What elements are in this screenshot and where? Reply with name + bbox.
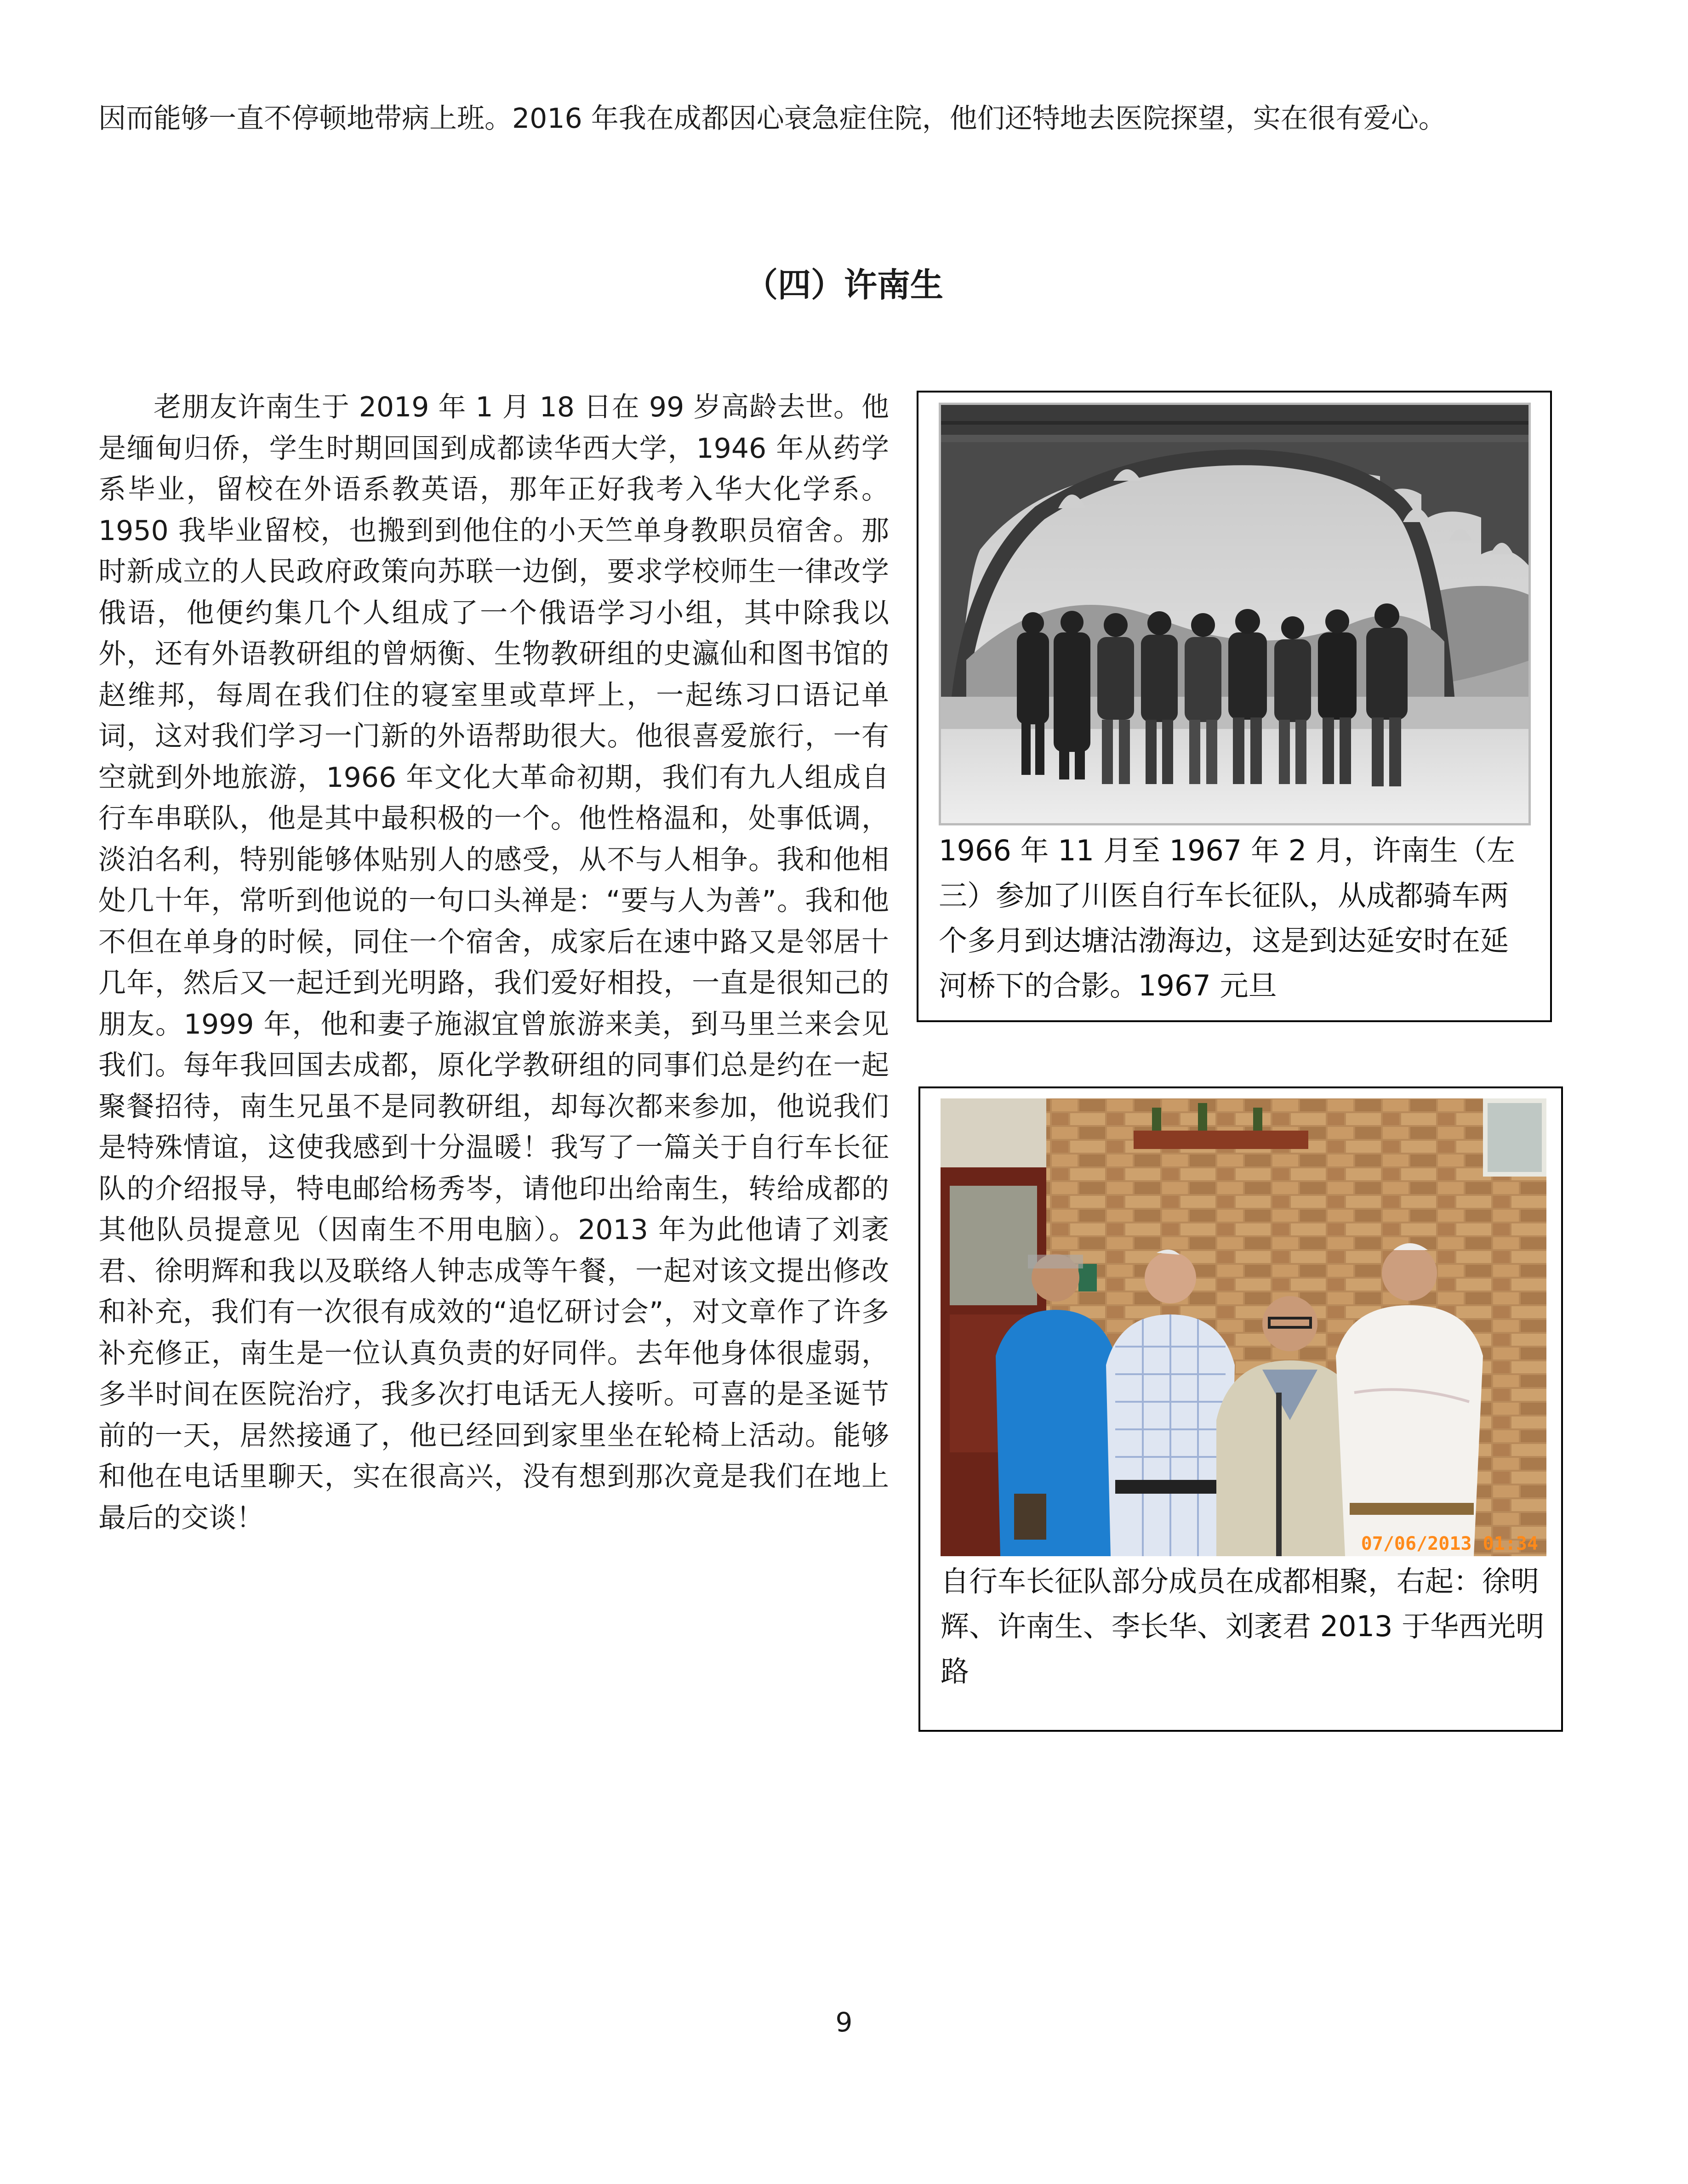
figure1-caption: 1966 年 11 月至 1967 年 2 月，许南生（左三）参加了川医自行车长征队，从成都骑车两个多月到达塘沽渤海边，这是到达延安时在延河桥下的合影。1967 元旦 — [939, 834, 1515, 1002]
carry-over-paragraph: 因而能够一直不停顿地带病上班。2016 年我在成都因心衰急症住院，他们还特地去医院探望，实在很有爱心。 — [98, 102, 1446, 135]
reunion-group-photo — [941, 1098, 1546, 1556]
figure-bridge-photo — [917, 391, 1552, 1022]
figure-group-reunion-photo — [918, 1086, 1563, 1732]
photo-timestamp: 07/06/2013 01:34 — [1361, 1533, 1538, 1554]
page-number: 9 — [835, 2007, 853, 2038]
section-title: （四）许南生 — [744, 266, 943, 304]
bridge-group-photo — [939, 403, 1531, 825]
main-paragraph: 老朋友许南生于 2019 年 1 月 18 日在 99 岁高龄去世。他是缅甸归侨，学生时期回国到成都读华西大学，1946 年从药学系毕业，留校在外语系教英语，那年正好我考入华大化学系。1950 我毕业留校，也搬到到他住的小天竺单身教职员宿舍。那时新成立的人民政府政策向苏联一边倒，要求学校师生一律改学俄语，他便约集几个人组成了一个俄语学习小组，其中除我以外，还有外语教研组的曾炳衡、生物教研组的史瀛仙和图书馆的赵维邦，每周在我们住的寝室里或草坪上，一起练习口语记单词，这对我们学习一门新的外语帮助很大。他很喜爱旅行，一有空就到外地旅游，1966 年文化大革命初期，我们有九人组成自行车串联队，他是其中最积极的一个。他性格温和，处事低调，淡泊名利，特别能够体贴别人的感受，从不与人相争。我和他相处几十年，常听到他说的一句口头禅是：“要与人为善”。我和他不但在单身的时候，同住一个宿舍，成家后在速中路又是邻居十几年，然后又一起迁到光明路，我们爱好相投，一直是很知己的朋友。1999 年，他和妻子施淑宜曾旅游来美，到马里兰来会见我们。每年我回国去成都，原化学教研组的同事们总是约在一起聚餐招待，南生兄虽不是同教研组，却每次都来参加，他说我们是特殊情谊，这使我感到十分温暖！我写了一篇关于自行车长征队的介绍报导，特电邮给杨秀岑，请他印出给南生，转给成都的其他队员提意见（因南生不用电脑）。2013 年为此他请了刘袤君、徐明辉和我以及联络人钟志成等午餐，一起对该文提出修改和补充，我们有一次很有成效的“追忆研讨会”，对文章作了许多补充修正，南生是一位认真负责的好同伴。去年他身体很虚弱，多半时间在医院治疗，我多次打电话无人接听。可喜的是圣诞节前的一天，居然接通了，他已经回到家里坐在轮椅上活动。能够和他在电话里聊天，实在很高兴，没有想到那次竟是我们在地上最后的交谈！ — [98, 391, 889, 1534]
figure2-caption: 自行车长征队部分成员在成都相聚，右起：徐明辉、许南生、李长华、刘袤君 2013 于华西光明路 — [941, 1564, 1545, 1688]
